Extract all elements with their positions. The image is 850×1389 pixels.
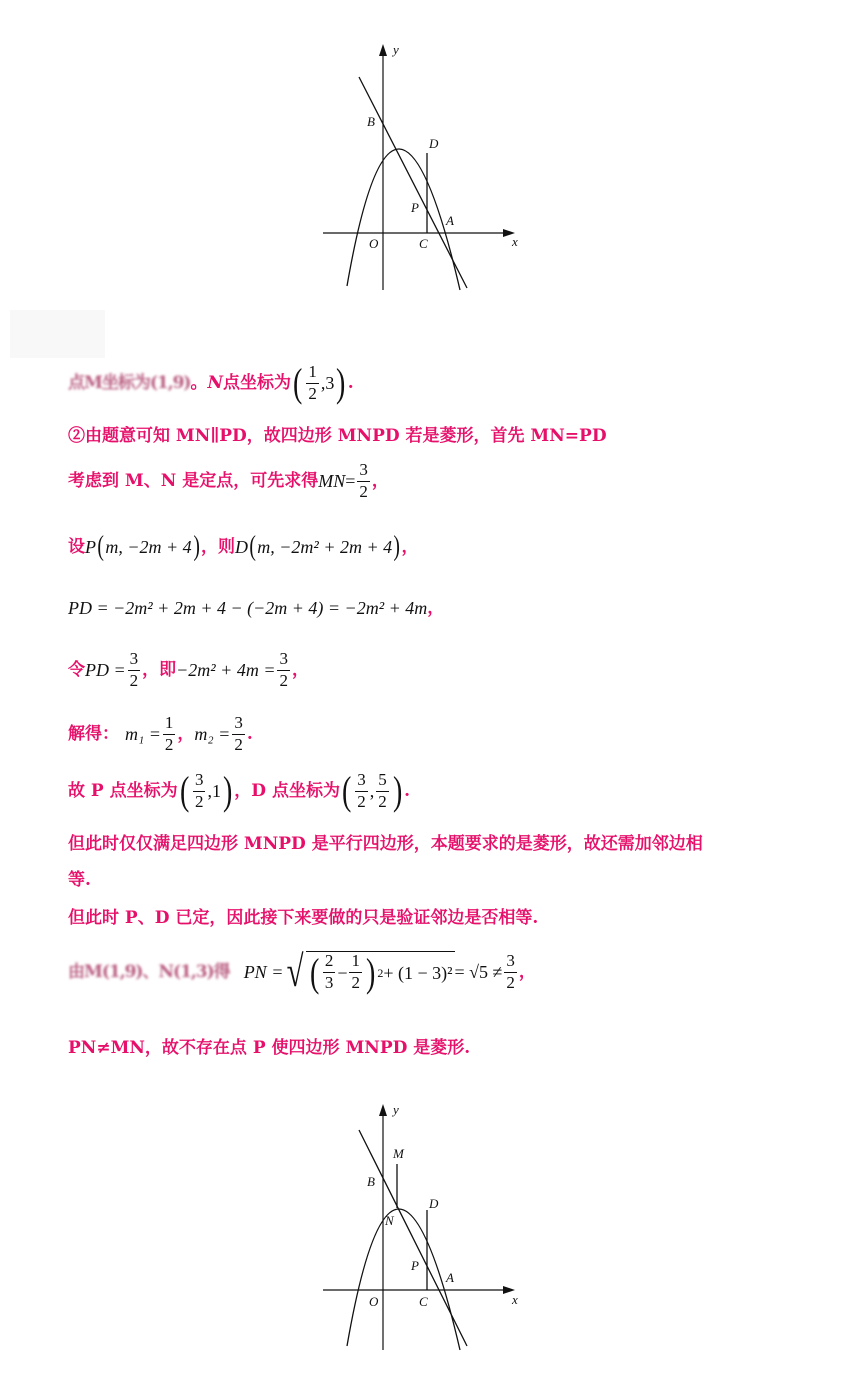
label-P-2: P xyxy=(411,1258,419,1273)
label-B-2: B xyxy=(367,1174,375,1189)
label-O: O xyxy=(369,236,379,251)
blurred-text: 点M坐标为(1,9) xyxy=(68,372,191,393)
line-13: PN≠MN，故不存在点 P 使四边形 MNPD 是菱形. xyxy=(68,1038,471,1058)
line-3: 考虑到 M、N 是定点，可先求得 MN = $\frac{3}{2}$ ， xyxy=(68,460,389,501)
blurred-text-2: 由M(1,9)、N(1,3)得 xyxy=(68,961,230,982)
line-7: 解得： m₁ = $\frac{1}{2}$ ， m₂ = $\frac{3}{2}$ . xyxy=(68,713,253,754)
line1-text: 点坐标为 xyxy=(223,372,292,393)
bottom-graph-figure xyxy=(315,1100,525,1355)
frac-mn: $\frac{3}{2}$ xyxy=(359,460,368,501)
line-2: ②由题意可知 MN∥PD，故四边形 MNPD 若是菱形，首先 MN=PD xyxy=(68,426,607,446)
label-M: M xyxy=(393,1146,404,1161)
label-y-2: y xyxy=(393,1102,399,1117)
label-C-2: C xyxy=(419,1294,428,1309)
label-A-2: A xyxy=(446,1270,454,1285)
n-coord: ( $\frac{1}{2}$ , 3 ) xyxy=(293,360,346,406)
prefix-dot: 。 xyxy=(190,372,208,393)
label-y: y xyxy=(393,42,399,57)
label-x-2: x xyxy=(512,1292,518,1307)
line-8: 故 P 点坐标为 ( $\frac{3}{2}$ , 1 ) ，D 点坐标为 ( $\frac{3}{2}$ , $\frac{5}{2}$ ) . xyxy=(68,768,411,814)
faint-watermark-box xyxy=(10,310,105,358)
point-N: N xyxy=(207,372,224,393)
label-O-2: O xyxy=(369,1294,379,1309)
top-graph-figure xyxy=(315,40,525,295)
line-9: 但此时仅仅满足四边形 MNPD 是平行四边形，本题要求的是菱形，故还需加邻边相 xyxy=(68,834,703,854)
line-12: 由M(1,9)、N(1,3)得 PN = √ ( $\frac{2}{3}$ − $\frac{1}{2}$ ) 2 + (1 − 3)² = √5 ≠ $\frac{3}{2}$ ， xyxy=(68,947,536,996)
line-6: 令 PD = $\frac{3}{2}$ ，即 −2m² + 4m = $\frac{3}{2}$ ， xyxy=(68,649,309,690)
label-x: x xyxy=(512,234,518,249)
line-1: 点M坐标为(1,9) 。 N 点坐标为 ( $\frac{1}{2}$ , 3 ) . xyxy=(68,360,354,406)
line-11: 但此时 P、D 已定，因此接下来要做的只是验证邻边是否相等. xyxy=(68,908,539,928)
line-5: PD = −2m² + 2m + 4 − (−2m + 4) = −2m² + 4m ， xyxy=(68,597,445,618)
label-C: C xyxy=(419,236,428,251)
line-10: 等. xyxy=(68,870,91,890)
label-B: B xyxy=(367,114,375,129)
label-N: N xyxy=(385,1213,394,1228)
label-D: D xyxy=(429,136,439,151)
label-A: A xyxy=(446,213,454,228)
line-4: 设 P ( m, −2m + 4 ) ，则 D ( m, −2m² + 2m + 4 ) ， xyxy=(68,531,419,562)
label-D-2: D xyxy=(429,1196,439,1211)
label-P: P xyxy=(411,200,419,215)
